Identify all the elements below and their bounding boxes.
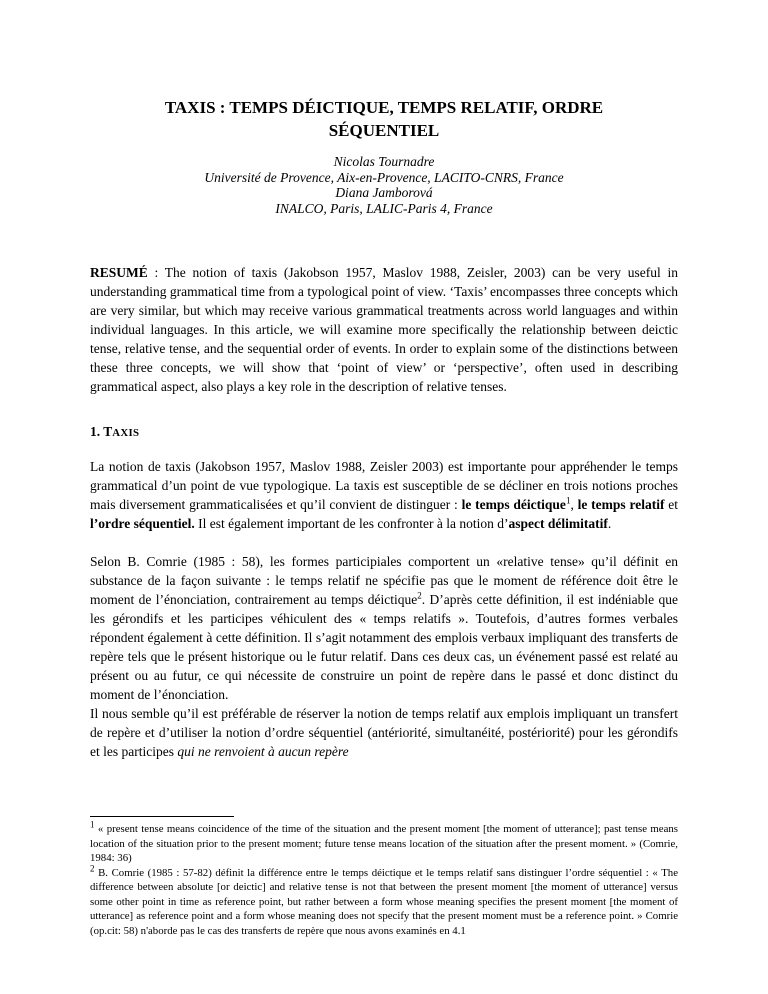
p1-text-3: et bbox=[664, 497, 678, 512]
abstract-text: : The notion of taxis (Jakobson 1957, Maslov 1988, Zeisler, 2003) can be very useful in understanding grammatical time from a typological point of view. ‘Taxis’ encompasses three concepts which are very similar, but which may receive various grammatical treatments across world languages and within individual languages. In this article, we will examine more specifically the relationship between deictic tense, relative tense, and the sequential order of events. In order to explain some of the distinctions between these three concepts, we will show that ‘point of view’ or ‘perspective’, often used in describing grammatical aspect, also plays a key role in the description of relative tenses. bbox=[90, 265, 678, 394]
author-affiliation-1: Université de Provence, Aix-en-Provence, LACITO-CNRS, France bbox=[204, 169, 564, 185]
section-heading-smallcaps: AXIS bbox=[112, 427, 140, 439]
footnote-1-marker: 1 bbox=[90, 819, 95, 830]
p1-text-5: . bbox=[607, 516, 612, 531]
p3-italic-tail: qui ne renvoient à aucun repère bbox=[177, 744, 349, 759]
footnote-2-text: B. Comrie (1985 : 57-82) définit la différence entre le temps déictique et le temps relatif sans distinguer l’ordre séquentiel : « The difference between absolute [or deictic] and relative tense is not that between the present moment [the moment of utterance] versus some other point in time as reference point, but rather between a form whose meaning specifies the present moment [the moment of utterance] as reference point and a form whose meaning does not specify that the present moment must be a reference point. » Comrie (op.cit: 58) n'aborde pas le cas des transferts de repère que nous avons examinés en 4.1 bbox=[90, 866, 678, 937]
footnote-1-text: « present tense means coincidence of the time of the situation and the present moment [the moment of utterance]; past tense means location of the situation prior to the present moment; future tense means location of the situation after the present moment. » (Comrie, 1984: 36) bbox=[90, 823, 678, 864]
footnote-2 bbox=[90, 862, 678, 939]
paper-title-line2: SÉQUENTIEL bbox=[328, 121, 440, 140]
abstract-label: RESUMÉ bbox=[90, 265, 148, 280]
footnote-2-marker: 2 bbox=[90, 862, 95, 873]
section-heading-prefix: 1. T bbox=[90, 424, 113, 439]
author-affiliation-2: INALCO, Paris, LALIC-Paris 4, France bbox=[275, 200, 493, 216]
p1-text-4: Il est également important de les confronter à la notion d’ bbox=[194, 516, 509, 531]
author-name-2: Diana Jamborová bbox=[335, 185, 433, 200]
p2-text-2: . D’après cette définition, il est indéniable que les gérondifs et les participes véhiculent des « temps relatifs ». Toutefois, d’autres formes verbales répondent également à cette définition. Il s’agit notamment des emplois verbaux impliquant des transferts de repère tels que le présent historique ou le futur relatif. Dans ces deux cas, un événement passé est relaté au présent ou au futur, ce qui nécessite de construire un point de repère dans le passé et donc distinct du moment de l’énonciation. bbox=[90, 592, 679, 702]
p1-bold-sequentiel: l’ordre séquentiel. bbox=[90, 516, 195, 531]
footnote-ref-1: 1 bbox=[565, 495, 571, 506]
paragraph-taxis-1 bbox=[90, 457, 678, 533]
p2-text-1: Selon B. Comrie (1985 : 58), les formes participiales comportent un «relative tense» qu’il définit en substance de la façon suivante : le temps relatif ne spécifie pas que le moment de référence doit être le moment de l’énonciation, contrairement au temps déictique bbox=[90, 554, 678, 607]
p1-bold-deictique: le temps déictique bbox=[461, 497, 566, 512]
paragraph-comrie bbox=[90, 552, 678, 704]
paper-title bbox=[90, 96, 678, 142]
footnote-ref-2: 2 bbox=[417, 590, 422, 601]
author-name-1: Nicolas Tournadre bbox=[333, 154, 435, 169]
footnote-1 bbox=[90, 819, 678, 866]
author-block bbox=[90, 154, 678, 216]
p1-bold-delimitatif: aspect délimitatif bbox=[508, 516, 608, 531]
footnote-separator bbox=[90, 816, 234, 817]
section-heading bbox=[90, 422, 678, 443]
footnotes-section bbox=[90, 816, 678, 938]
p1-text-2: , bbox=[570, 497, 578, 512]
p1-text-1: La notion de taxis (Jakobson 1957, Maslov 1988, Zeisler 2003) est importante pour appréhender le temps grammatical d’un point de vue typologique. La taxis est susceptible de se décliner en trois notions proches mais diversement grammaticalisées et qu’il convient de distinguer : bbox=[90, 459, 678, 512]
p1-bold-relatif: le temps relatif bbox=[577, 497, 665, 512]
p3-text-1: Il nous semble qu’il est préférable de réserver la notion de temps relatif aux emplois impliquant un transfert de repère et d’utiliser la notion d’ordre séquentiel (antériorité, simultanéité, postériorité) pour les gérondifs et les participes bbox=[90, 706, 678, 759]
paper-title-line1: TAXIS : TEMPS DÉICTIQUE, TEMPS RELATIF, ORDRE bbox=[164, 98, 604, 117]
paragraph-proposition bbox=[90, 704, 678, 761]
abstract-paragraph bbox=[90, 263, 678, 396]
